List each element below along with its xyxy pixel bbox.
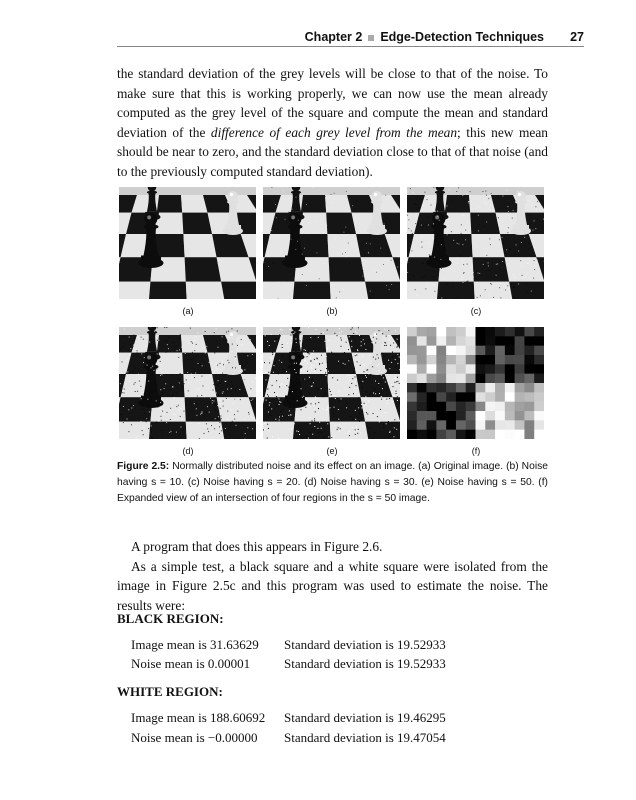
page-number: 27: [570, 30, 584, 44]
black-noise-std: Standard deviation is 19.52933: [284, 656, 446, 671]
black-image-mean: Image mean is 31.63629: [131, 637, 259, 652]
paragraph-program: A program that does this appears in Figure 2.6.: [131, 539, 383, 554]
body-paragraphs: [117, 537, 548, 615]
white-image-mean: Image mean is 188.60692: [131, 710, 266, 725]
white-noise-row: [131, 730, 446, 746]
caption-label: Figure 2.5:: [117, 461, 170, 472]
figure-panel-d: [119, 327, 256, 439]
figure-panel-a: [119, 187, 256, 299]
black-noise-mean: Noise mean is 0.00001: [131, 656, 251, 671]
separator-square-icon: [368, 35, 374, 41]
intro-paragraph: [117, 64, 548, 181]
intro-text-1: the standard deviation of the grey levels will be close to that of the noise. To make sure that this is working properly, we can now use the mean already computed as the grey level of the square and compute the mean and standard deviation of the: [117, 66, 548, 140]
running-header: [117, 28, 584, 47]
figure-label-b: (b): [326, 306, 338, 316]
intro-emphasis: difference of each grey level from the mean: [210, 124, 458, 140]
figure-panel-f: [407, 327, 544, 439]
black-image-row: [131, 637, 446, 653]
figure-label-c: (c): [470, 306, 482, 316]
figure-label-a: (a): [182, 306, 194, 316]
white-noise-mean: Noise mean is −0.00000: [131, 730, 258, 745]
paragraph-test: As a simple test, a black square and a white square were isolated from the image in Figure 2.5c and this program was used to estimate the noise. The results were:: [117, 558, 548, 613]
white-image-std: Standard deviation is 19.46295: [284, 710, 446, 725]
figure-panel-e: [263, 327, 400, 439]
caption-text: Normally distributed noise and its effect on an image. (a) Original image. (b) Noise having s = 10. (c) Noise having s = 20. (d) Noise having s = 30. (e) Noise having s = 50. (f) Expanded view of an intersection of four regions in the s = 50 image.: [117, 461, 548, 504]
intro-text-2: ; this new mean should be near to zero, and the standard deviation close to that of that noise (and to the previously computed standard deviation).: [117, 124, 548, 179]
black-region-heading: BLACK REGION:: [117, 611, 224, 626]
figure-panel-b: [263, 187, 400, 299]
figure-label-f: (f): [471, 446, 481, 456]
white-image-row: [131, 710, 446, 726]
figure-caption: [117, 459, 548, 507]
chapter-label: Chapter 2: [304, 30, 363, 44]
white-region-heading: WHITE REGION:: [117, 684, 223, 699]
section-title: Edge-Detection Techniques: [380, 30, 544, 44]
figure-label-d: (d): [182, 446, 194, 456]
figure-panel-c: [407, 187, 544, 299]
white-noise-std: Standard deviation is 19.47054: [284, 730, 446, 745]
black-noise-row: [131, 656, 446, 672]
black-image-std: Standard deviation is 19.52933: [284, 637, 446, 652]
chapter-title: [305, 30, 544, 44]
figure-label-e: (e): [326, 446, 338, 456]
